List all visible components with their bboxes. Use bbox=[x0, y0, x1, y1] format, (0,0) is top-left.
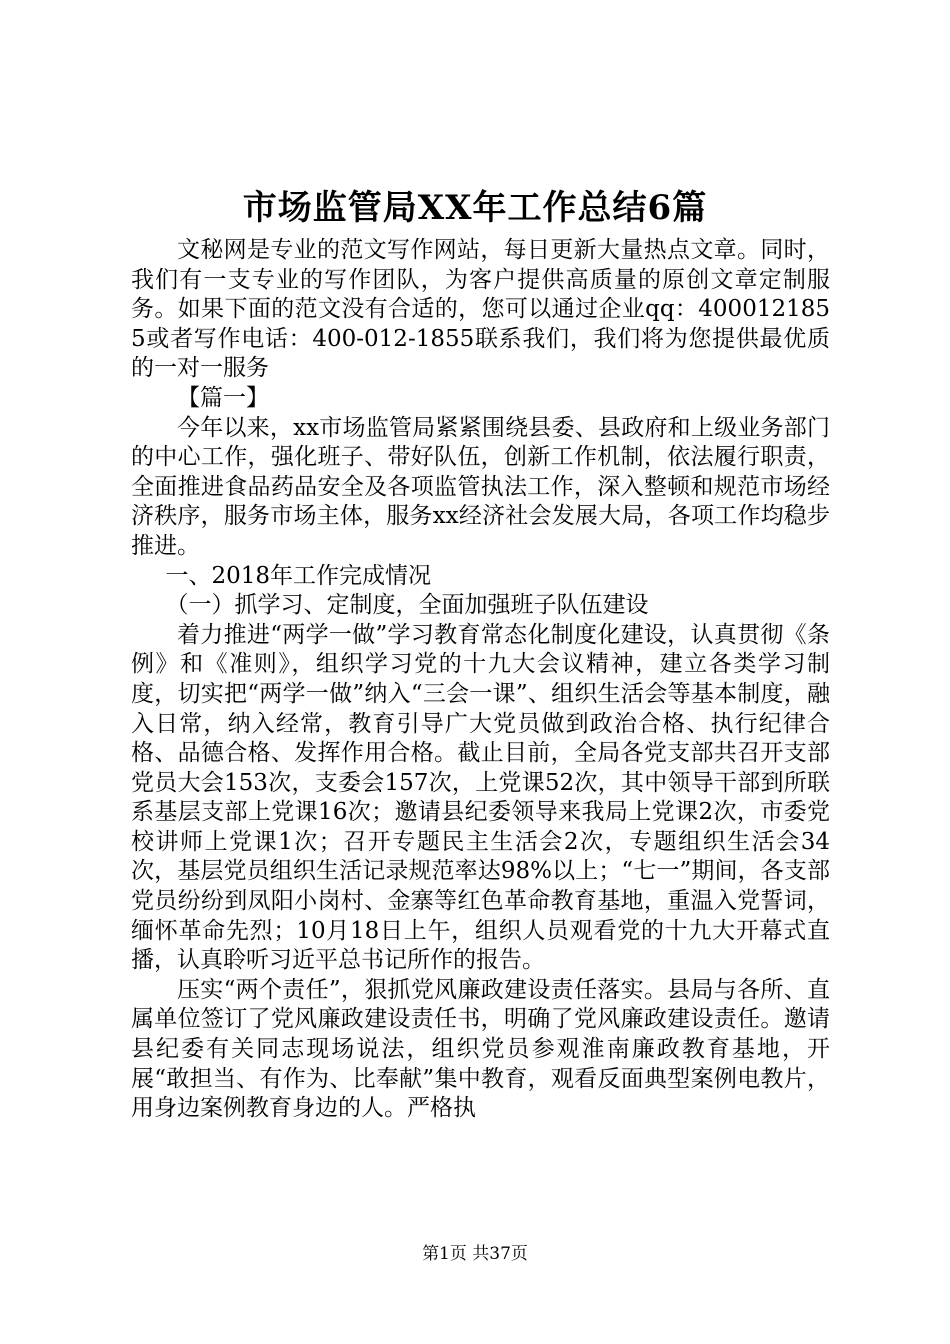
subsection-heading: （一）抓学习、定制度，全面加强班子队伍建设 bbox=[165, 592, 649, 619]
body-paragraph: 压实“两个责任”，狠抓党风廉政建设责任落实。县局与各所、直属单位签订了党风廉政建设责任书，明确了党风廉政建设责任。邀请县纪委有关同志现场说法，组织党员参观淮南廉政教育基地，开展“敢担当、有作为、比奉献”集中教育，观看反面典型案例电教片，用身边案例教育身边的人。严格执 bbox=[131, 976, 830, 1122]
body-paragraph: 着力推进“两学一做”学习教育常态化制度化建设，认真贯彻《条例》和《准则》，组织学习党的十九大会议精神，建立各类学习制度，切实把“两学一做”纳入“三会一课”、组织生活会等基本制度，融入日常，纳入经常，教育引导广大党员做到政治合格、执行纪律合格、品德合格、发挥作用合格。截止目前，全局各党支部共召开支部党员大会153次，支委会157次，上党课52次，其中领导干部到所联系基层支部上党课16次；邀请县纪委领导来我局上党课2次，市委党校讲师上党课1次；召开专题民主生活会2次，专题组织生活会34次，基层党员组织生活记录规范率达98%以上；“七一”期间，各支部党员纷纷到凤阳小岗村、金寨等红色革命教育基地，重温入党誓词，缅怀革命先烈；10月18日上午，组织人员观看党的十九大开幕式直播，认真聆听习近平总书记所作的报告。 bbox=[131, 621, 830, 974]
page-number: 第1页 bbox=[422, 1244, 467, 1264]
document-title: 市场监管局XX年工作总结6篇 bbox=[242, 188, 708, 228]
section-marker: 【篇一】 bbox=[177, 384, 269, 411]
body-paragraph: 今年以来，xx市场监管局紧紧围绕县委、县政府和上级业务部门的中心工作，强化班子、带好队伍，创新工作机制，依法履行职责，全面推进食品药品安全及各项监管执法工作，深入整顿和规范市场经济秩序，服务市场主体，服务xx经济社会发展大局，各项工作均稳步推进。 bbox=[131, 414, 830, 559]
section-heading: 一、2018年工作完成情况 bbox=[165, 562, 432, 589]
total-pages: 共37页 bbox=[472, 1244, 528, 1264]
document-body bbox=[131, 236, 830, 1124]
page-footer bbox=[0, 1242, 950, 1266]
intro-paragraph: 文秘网是专业的范文写作网站，每日更新大量热点文章。同时，我们有一支专业的写作团队，为客户提供高质量的原创文章定制服务。如果下面的范文没有合适的，您可以通过企业qq：4000121855或者写作电话：400-012-1855联系我们，我们将为您提供最优质的一对一服务 bbox=[131, 237, 830, 382]
